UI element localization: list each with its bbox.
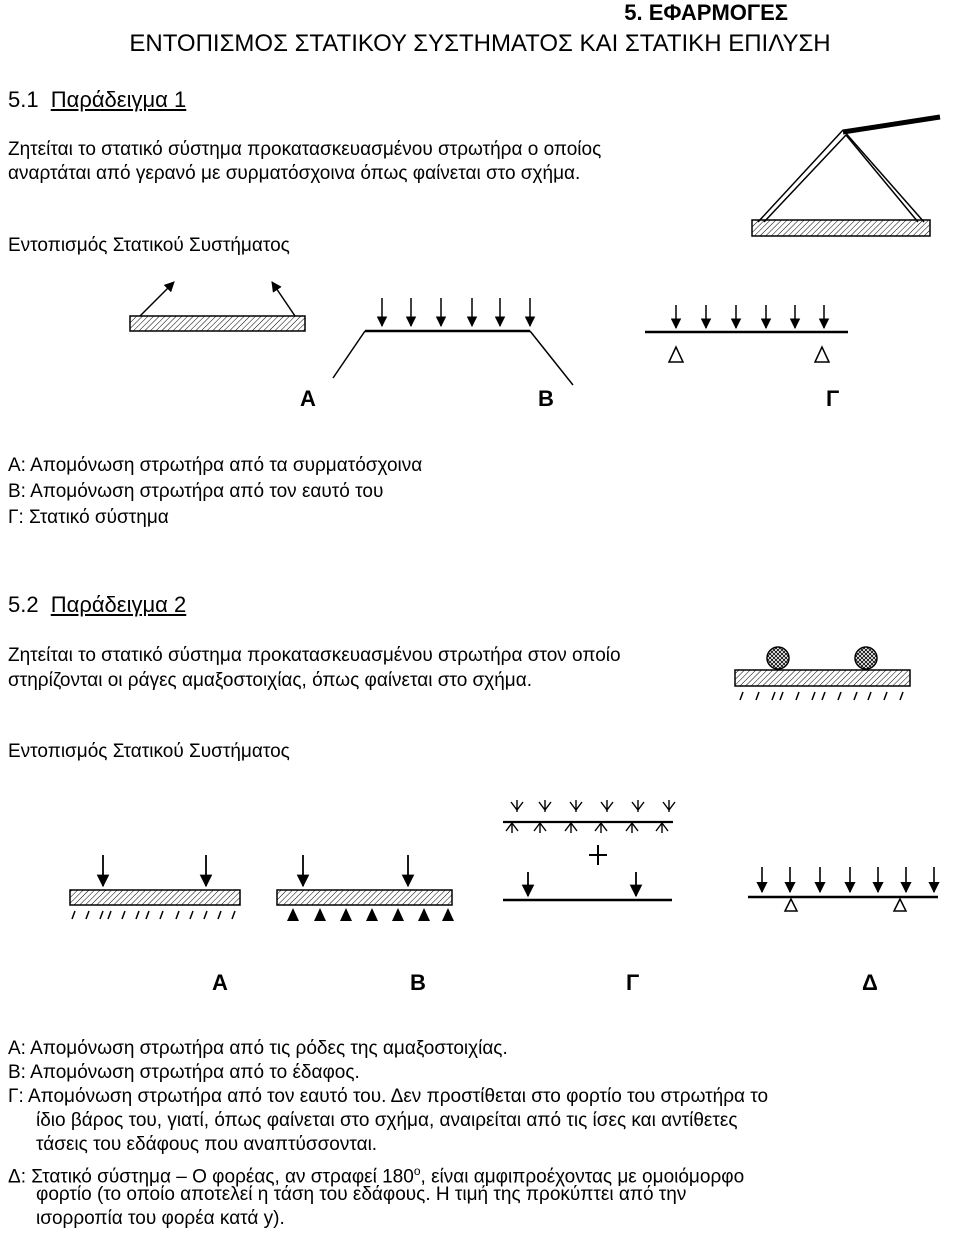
ex2-legend-d-line2: φορτίο (το οποίο αποτελεί η τάση του εδάφους. Η τιμή της προκύπτει από την	[36, 1184, 687, 1205]
ex2-label-b: Β	[410, 970, 426, 995]
ex2-legend-g-line1: Γ: Απομόνωση στρωτήρα από τον εαυτό του. Δεν προστίθεται στο φορτίο του στρωτήρα το	[8, 1086, 769, 1107]
ex2-diagram-b	[277, 855, 454, 921]
rail-figure	[735, 647, 910, 700]
example2-text-line1: Ζητείται το στατικό σύστημα προκατασκευασμένου στρωτήρα στον οποίο	[8, 645, 621, 666]
ex2-legend-g-line2: ίδιο βάρος του, γιατί, όπως φαίνεται στο σχήμα, αναιρείται από τις ίσες και αντίθετες	[36, 1110, 738, 1131]
chapter-title: 5. ΕΦΑΡΜΟΓΕΣ	[624, 0, 788, 25]
example2-heading	[8, 592, 186, 618]
degree-superscript: o	[413, 1164, 421, 1178]
ex2-legend-g-line3: τάσεις του εδάφους που αναπτύσσονται.	[36, 1134, 378, 1155]
ex1-label-g: Γ	[826, 386, 840, 411]
ex2-diagram-a	[70, 855, 240, 919]
ex2-label-g: Γ	[626, 970, 640, 995]
ex2-legend-d-line1-rest: , είναι αμφιπροέχοντας με ομοιόμορφο	[420, 1166, 745, 1188]
example1-heading	[8, 87, 186, 113]
example1-text-line2: αναρτάται από γερανό με συρματόσχοινα όπως φαίνεται στο σχήμα.	[8, 163, 581, 184]
ex1-legend-g: Γ: Στατικό σύστημα	[8, 507, 169, 528]
example2-number: 5.2	[8, 592, 39, 617]
ex1-diagram-g	[645, 305, 848, 362]
example1-title: Παράδειγμα 1	[50, 87, 187, 112]
example1-subheading: Εντοπισμός Στατικού Συστήματος	[8, 235, 290, 256]
ex1-legend-b: Β: Απομόνωση στρωτήρα από τον εαυτό του	[8, 481, 384, 502]
ex2-label-a: Α	[212, 970, 228, 995]
ex1-diagram-b	[333, 298, 573, 385]
chapter-subtitle: ΕΝΤΟΠΙΣΜΟΣ ΣΤΑΤΙΚΟΥ ΣΥΣΤΗΜΑΤΟΣ ΚΑΙ ΣΤΑΤΙΚΗ ΕΠΙΛΥΣΗ	[129, 30, 831, 57]
example1-text-line1: Ζητείται το στατικό σύστημα προκατασκευασμένου στρωτήρα ο οποίος	[8, 139, 602, 160]
ex1-label-b: Β	[538, 386, 554, 411]
ex2-label-d: Δ	[862, 970, 878, 995]
ex2-legend-b: Β: Απομόνωση στρωτήρα από το έδαφος.	[8, 1062, 360, 1083]
ex2-legend-d-line1-text: Δ: Στατικό σύστημα – Ο φορέας, αν στραφεί 180	[8, 1166, 414, 1188]
ex1-label-a: Α	[300, 386, 316, 411]
ex1-diagram-a	[130, 282, 305, 331]
ex2-diagram-g	[503, 800, 675, 900]
example2-text-line2: στηρίζονται οι ράγες αμαξοστοιχίας, όπως φαίνεται στο σχήμα.	[8, 670, 533, 691]
ex2-diagram-d	[748, 867, 938, 911]
example1-number: 5.1	[8, 87, 39, 112]
example2-title: Παράδειγμα 2	[50, 592, 187, 617]
ex2-legend-a: Α: Απομόνωση στρωτήρα από τις ρόδες της αμαξοστοιχίας.	[8, 1038, 508, 1059]
ex2-legend-d-line3: ισορροπία του φορέα κατά y).	[36, 1208, 285, 1229]
crane-figure	[752, 117, 940, 236]
example2-subheading: Εντοπισμός Στατικού Συστήματος	[8, 741, 290, 762]
ex1-legend-a: Α: Απομόνωση στρωτήρα από τα συρματόσχοινα	[8, 455, 423, 476]
